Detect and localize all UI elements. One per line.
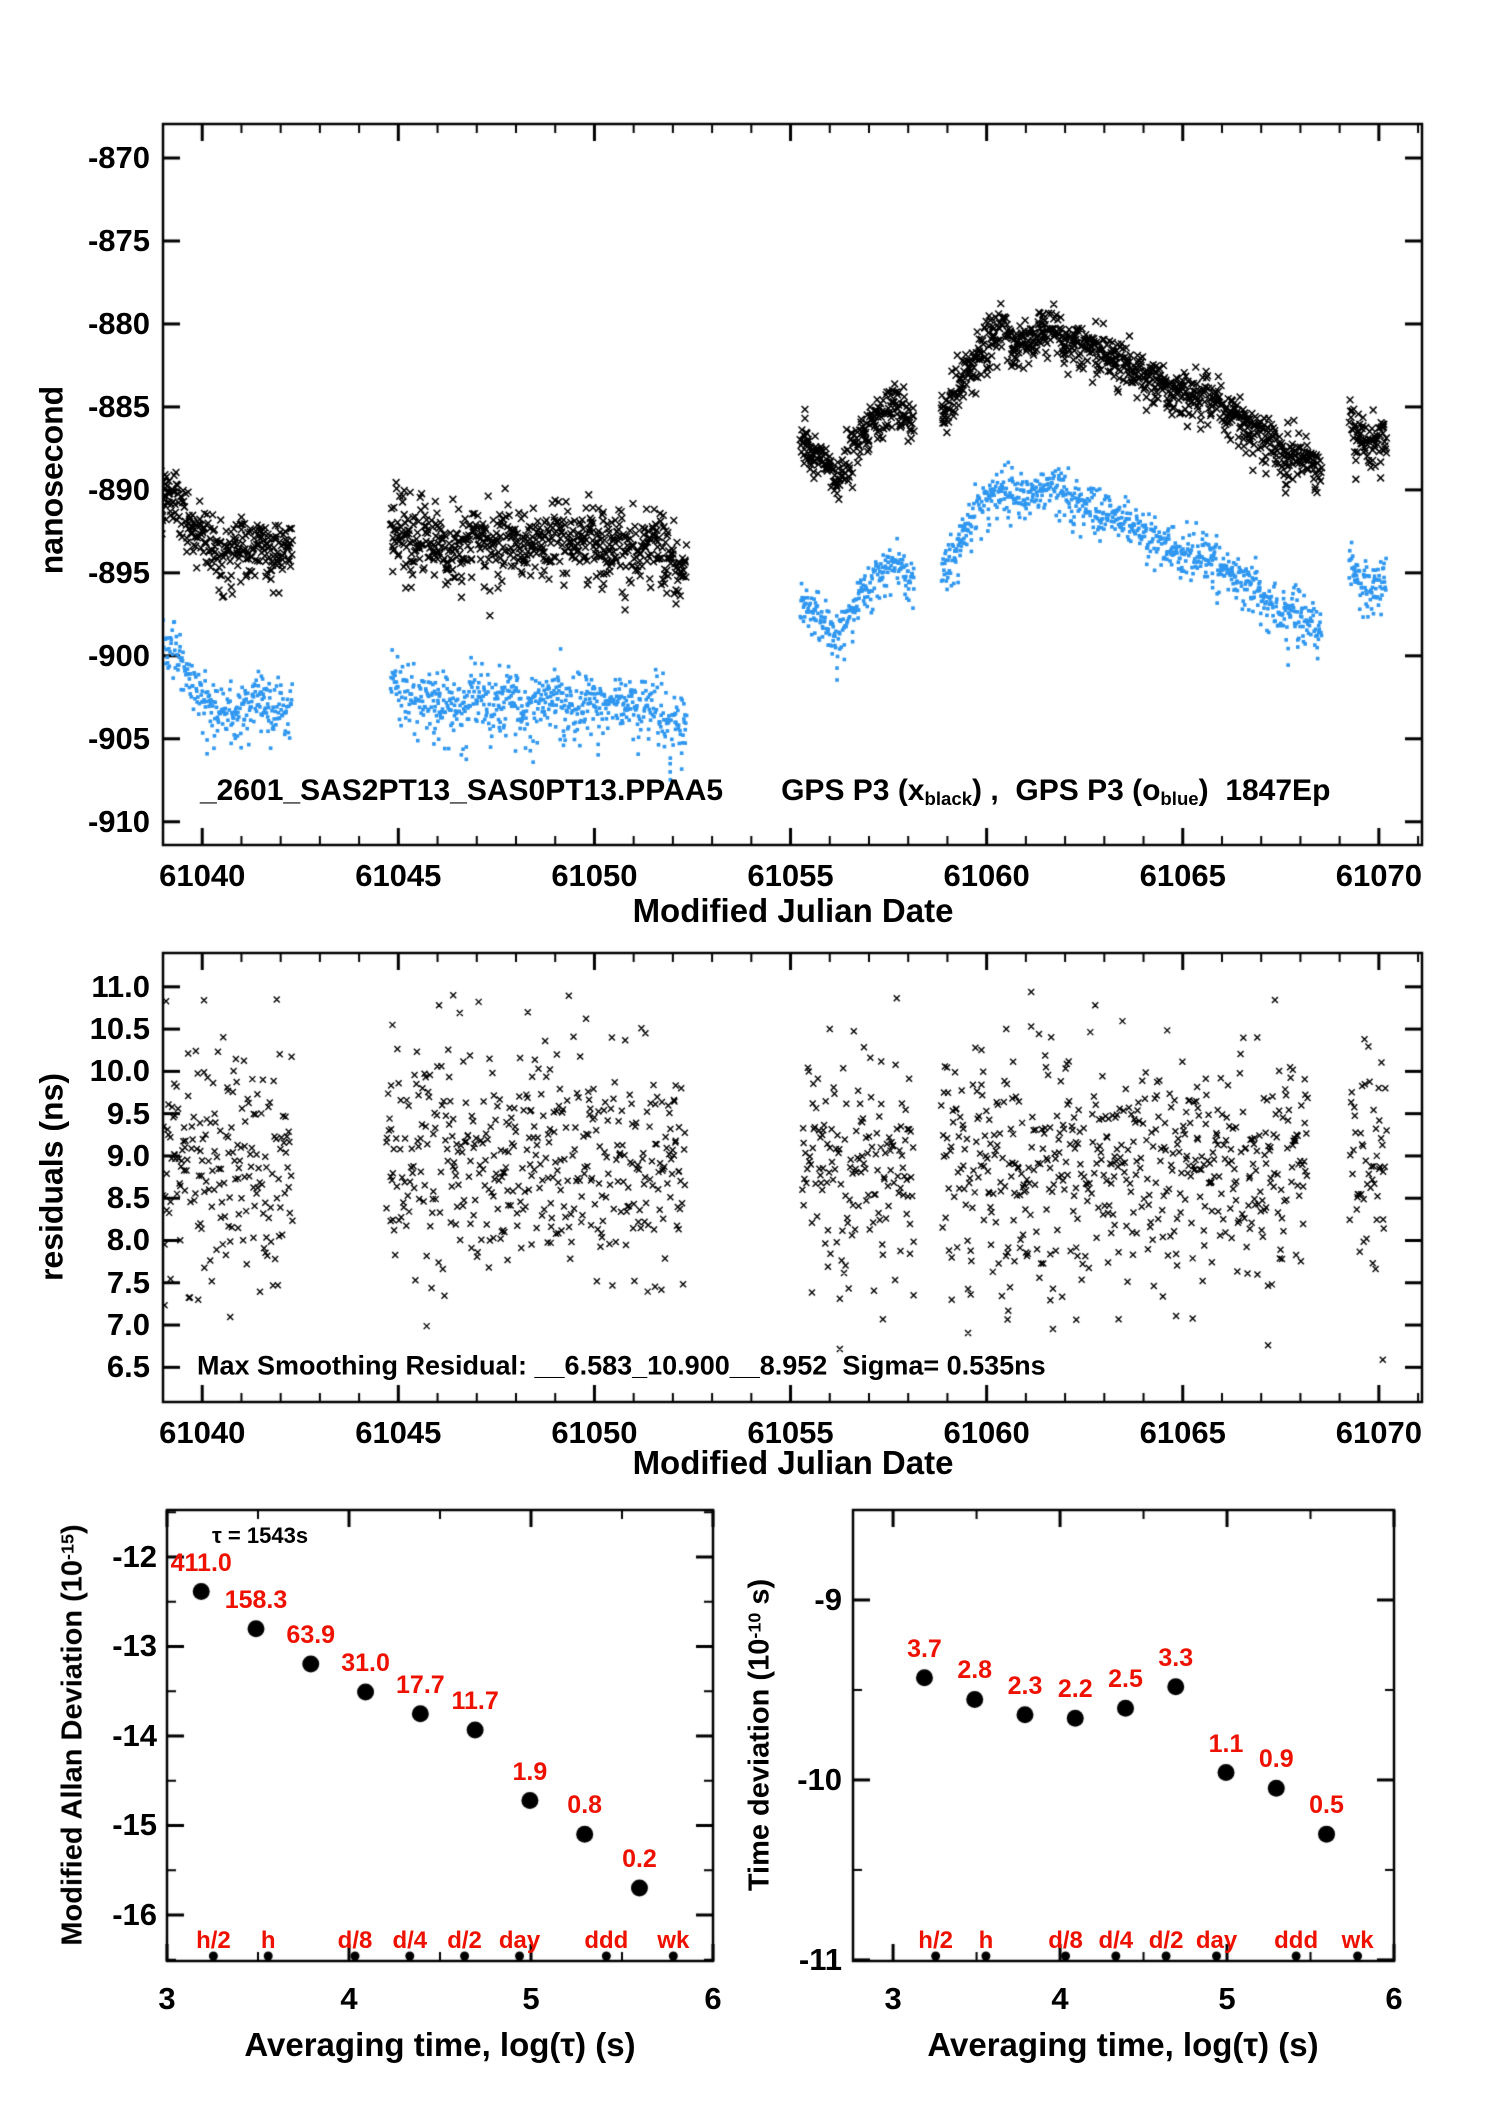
- phase-x-tick-label: 61070: [1335, 858, 1422, 893]
- phase-y-tick-label: -880: [87, 305, 150, 341]
- tdev-y-title-main: Time deviation (10: [743, 1638, 776, 1892]
- residuals-y-tick-label: 10.5: [89, 1011, 150, 1047]
- tdev-panel-period-label: ddd: [1274, 1927, 1319, 1954]
- residuals-x-axis-title: Modified Julian Date: [632, 1444, 954, 1481]
- mdev-panel-value-label: 158.3: [224, 1585, 288, 1614]
- tdev-panel-period-label: h/2: [918, 1927, 953, 1954]
- tdev-panel-value-label: 3.7: [907, 1634, 942, 1663]
- phase-x-tick-label: 61045: [355, 858, 442, 893]
- tau-annotation: τ = 1543s: [212, 1523, 309, 1548]
- tdev-panel-value-label: 0.9: [1258, 1745, 1294, 1774]
- tdev-panel-x-tick-label: 5: [1218, 1981, 1236, 2016]
- residuals-x-tick-label: 61060: [943, 1415, 1030, 1450]
- mdev-panel-y-tick-label: -16: [112, 1896, 157, 1932]
- residuals-y-tick-label: 10.0: [89, 1053, 150, 1089]
- tdev-panel-value-label: 2.8: [957, 1656, 993, 1685]
- tdev-panel-period-label: d/8: [1048, 1927, 1083, 1954]
- mdev-panel-value-label: 17.7: [396, 1670, 445, 1699]
- mdev-panel-y-tick-label: -15: [112, 1807, 157, 1843]
- phase-x-tick-label: 61060: [943, 858, 1030, 893]
- phase-y-tick-label: -910: [87, 803, 150, 839]
- phase-x-tick-label: 61065: [1139, 858, 1226, 893]
- tdev-panel-value-label: 2.5: [1108, 1665, 1143, 1694]
- residuals-x-tick-label: 61065: [1139, 1415, 1226, 1450]
- tdev-panel-value-label: 2.3: [1007, 1671, 1043, 1700]
- mdev-panel-period-label: ddd: [584, 1927, 629, 1954]
- mdev-panel-value-label: 411.0: [170, 1548, 232, 1577]
- legend-blue-sub: blue: [1160, 787, 1199, 809]
- mdev-panel-period-label: d/4: [392, 1927, 428, 1954]
- tdev-y-title-exp: -10: [744, 1612, 765, 1639]
- tdev-x-axis-title: Averaging time, log(τ) (s): [927, 2026, 1319, 2063]
- legend-epoch: ) 1847Ep: [1198, 774, 1331, 808]
- residuals-stats-annotation: Max Smoothing Residual: __6.583_10.900__8.952 Sigma= 0.535ns: [197, 1350, 1046, 1381]
- legend-black-sub: black: [924, 787, 973, 809]
- tdev-panel-y-tick-label: -9: [814, 1581, 842, 1617]
- tdev-panel-x-tick-label: 4: [1051, 1981, 1069, 2016]
- mdev-panel-value-label: 11.7: [451, 1686, 499, 1715]
- mdev-y-title-main: Modified Allan Deviation (10: [56, 1560, 89, 1946]
- mdev-panel-x-tick-label: 5: [522, 1981, 540, 2016]
- residuals-x-tick-label: 61055: [747, 1415, 834, 1450]
- mdev-panel-value-label: 63.9: [286, 1620, 336, 1649]
- phase-y-axis-title: nanosecond: [33, 385, 70, 575]
- residuals-x-tick-label: 61040: [159, 1415, 246, 1450]
- tdev-y-axis-title: [744, 1579, 777, 1891]
- tdev-panel-value-label: 0.5: [1309, 1791, 1344, 1820]
- dataset-name: _2601_SAS2PT13_SAS0PT13.PPAA5: [200, 774, 724, 808]
- tdev-panel-value-label: 3.3: [1158, 1643, 1194, 1672]
- residuals-y-tick-label: 9.0: [106, 1137, 150, 1173]
- tdev-panel-period-label: wk: [1341, 1927, 1374, 1954]
- mdev-panel-value-label: 31.0: [341, 1649, 390, 1677]
- tdev-panel-period-label: d/2: [1148, 1927, 1184, 1954]
- legend-black-series: GPS P3 (x: [781, 774, 925, 808]
- residuals-y-tick-label: 7.5: [106, 1264, 150, 1300]
- tdev-panel-value-label: 2.2: [1057, 1675, 1093, 1704]
- mdev-panel-period-label: day: [498, 1927, 541, 1954]
- residuals-y-tick-label: 9.5: [106, 1095, 150, 1131]
- tdev-panel-y-tick-label: -11: [798, 1941, 842, 1977]
- residuals-y-tick-label: 8.0: [106, 1222, 150, 1258]
- mdev-y-title-exp: -15: [57, 1534, 78, 1561]
- mdev-panel-y-tick-label: -14: [112, 1717, 157, 1753]
- legend-blue-series: ) , GPS P3 (o: [972, 774, 1161, 808]
- phase-series-legend: [200, 774, 1330, 810]
- mdev-panel-value-label: 0.2: [622, 1845, 657, 1874]
- phase-y-tick-label: -870: [87, 140, 150, 176]
- tdev-panel-period-label: d/4: [1098, 1927, 1134, 1954]
- phase-x-tick-label: 61050: [551, 858, 638, 893]
- mdev-panel-value-label: 1.9: [512, 1757, 548, 1786]
- phase-x-tick-label: 61055: [747, 858, 834, 893]
- mdev-panel-x-tick-label: 3: [158, 1981, 176, 2016]
- phase-y-tick-label: -890: [87, 471, 150, 507]
- phase-y-tick-label: -885: [87, 388, 150, 424]
- residuals-y-tick-label: 8.5: [106, 1180, 150, 1216]
- mdev-panel-y-tick-label: -13: [112, 1628, 157, 1664]
- tdev-y-title-close: s): [743, 1578, 776, 1613]
- mdev-y-title-close: ): [56, 1524, 89, 1535]
- phase-y-tick-label: -895: [87, 554, 150, 590]
- phase-y-tick-label: -905: [87, 720, 150, 756]
- tdev-panel-value-label: 1.1: [1208, 1729, 1244, 1758]
- residuals-x-tick-label: 61050: [551, 1415, 638, 1450]
- phase-y-tick-label: -900: [87, 637, 150, 673]
- residuals-y-tick-label: 6.5: [106, 1349, 150, 1385]
- mdev-panel-period-label: d/8: [337, 1927, 373, 1954]
- mdev-panel-x-tick-label: 6: [704, 1981, 722, 2016]
- tdev-panel-period-label: day: [1195, 1927, 1238, 1954]
- residuals-y-axis-title: residuals (ns): [33, 1072, 70, 1282]
- phase-x-tick-label: 61040: [159, 858, 246, 893]
- mdev-panel-period-label: h: [260, 1927, 276, 1954]
- tdev-panel-y-tick-label: -10: [797, 1761, 842, 1797]
- phase-y-tick-label: -875: [87, 222, 150, 258]
- residuals-x-tick-label: 61045: [355, 1415, 442, 1450]
- mdev-y-axis-title: [57, 1524, 90, 1945]
- mdev-panel-period-label: d/2: [447, 1927, 482, 1954]
- mdev-panel-period-label: h/2: [196, 1927, 231, 1954]
- tdev-panel-period-label: h: [978, 1927, 994, 1954]
- mdev-x-axis-title: Averaging time, log(τ) (s): [244, 2026, 636, 2063]
- tdev-panel-x-tick-label: 6: [1385, 1981, 1403, 2016]
- residuals-y-tick-label: 7.0: [106, 1307, 150, 1343]
- residuals-x-tick-label: 61070: [1335, 1415, 1422, 1450]
- mdev-panel-value-label: 0.8: [567, 1791, 603, 1820]
- phase-x-axis-title: Modified Julian Date: [632, 892, 954, 929]
- mdev-panel-x-tick-label: 4: [340, 1981, 358, 2016]
- residuals-y-tick-label: 11.0: [91, 968, 150, 1004]
- tdev-panel-x-tick-label: 3: [884, 1981, 902, 2016]
- mdev-panel-y-tick-label: -12: [112, 1538, 157, 1574]
- mdev-panel-period-label: wk: [657, 1927, 690, 1954]
